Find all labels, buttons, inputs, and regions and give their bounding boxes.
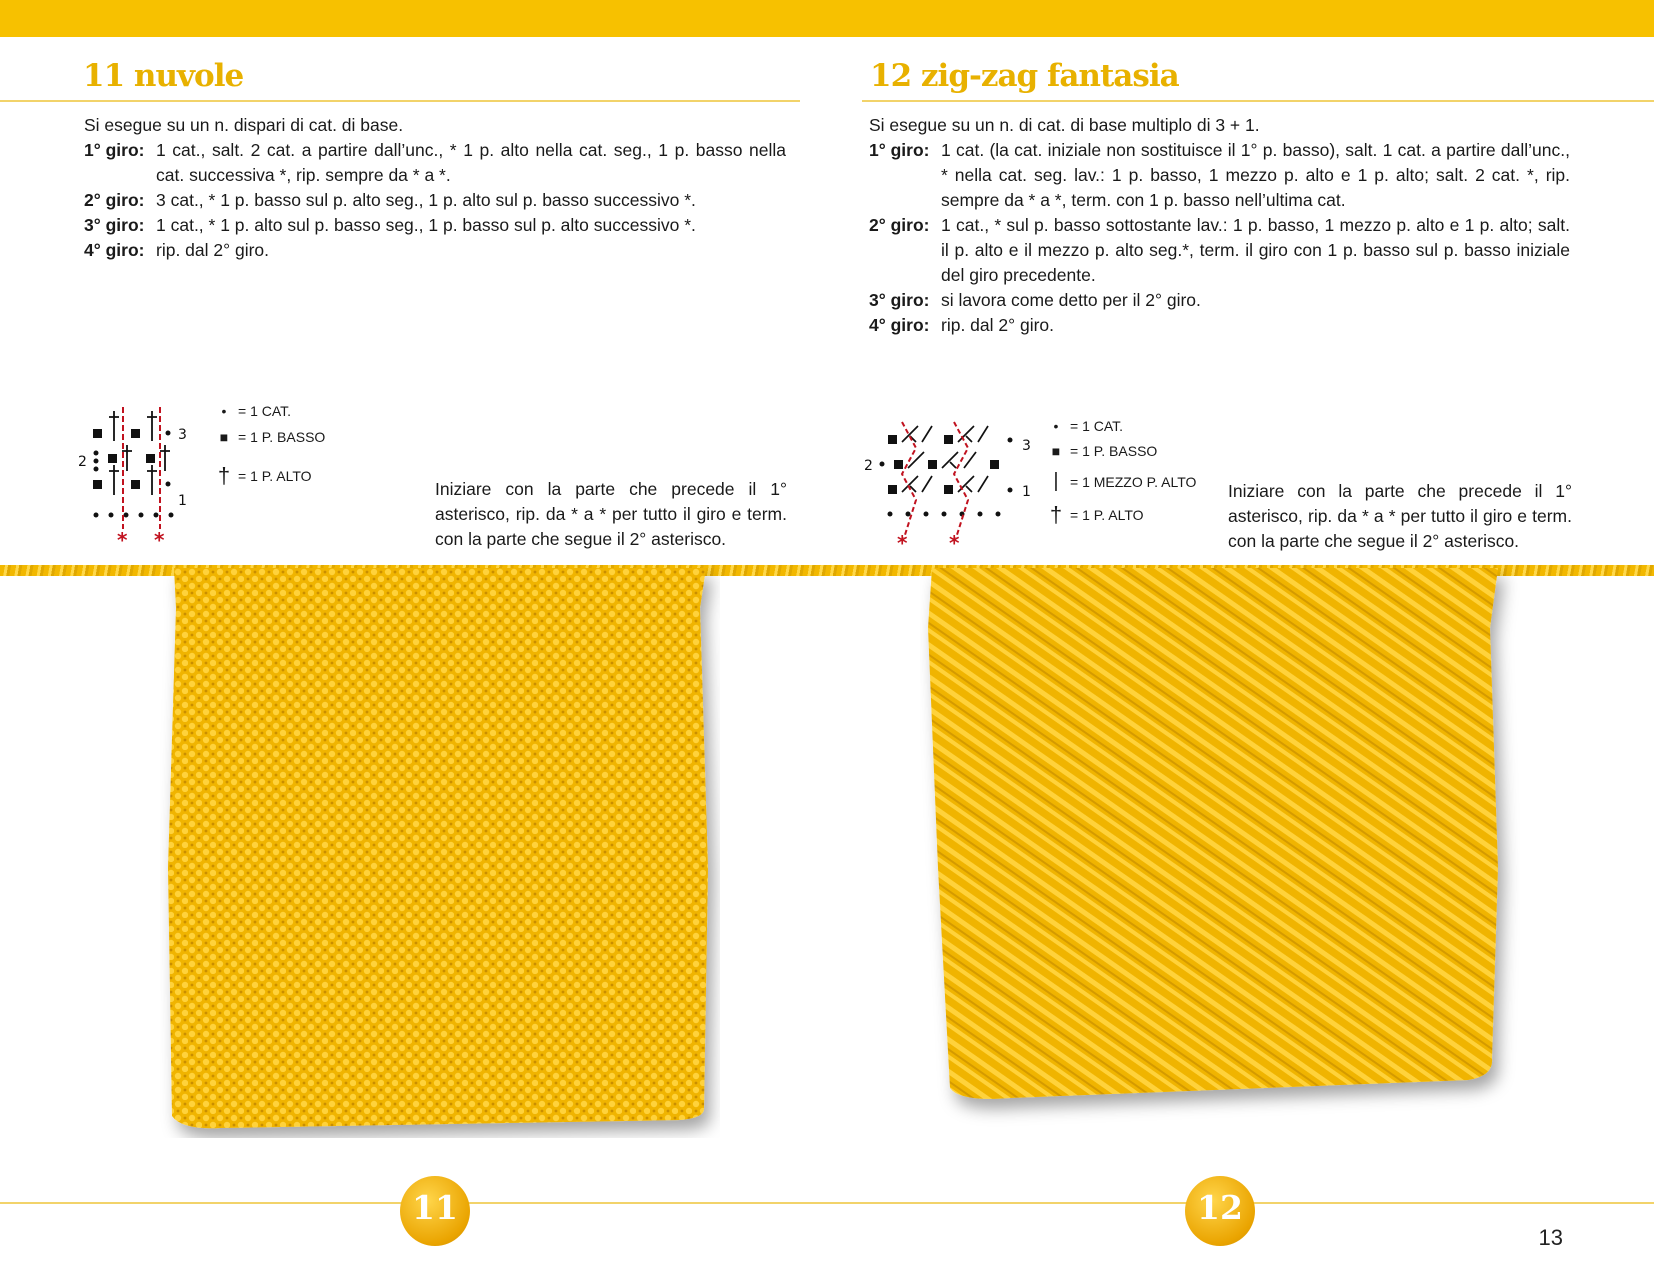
round-instructions	[84, 138, 786, 263]
round-text: 1 cat. (la cat. iniziale non sostituisce il 1° p. basso), salt. 1 cat. a partire dall’unc., * nella cat. seg. lav.: 1 p. basso, 1 mezzo p. alto e 1 p. alto; salt. 2 cat. *, rip. sempre da * a *, term. con 1 p. basso nell’ultima cat.	[941, 140, 1570, 210]
svg-text:*: *	[949, 531, 960, 553]
round-text: 1 cat., * sul p. basso sottostante lav.: 1 p. basso, 1 mezzo p. alto e 1 p. alto; salt. il p. alto e il mezzo p. alto seg.*, term. il giro con 1 p. basso sul p. basso iniziale del giro precedente.	[941, 215, 1570, 285]
cat-symbol	[94, 451, 99, 456]
round-instructions	[869, 138, 1570, 338]
basso-symbol	[131, 429, 140, 438]
legend-item-alto: † = 1 P. ALTO	[1049, 502, 1144, 527]
round-3	[869, 288, 1570, 313]
basso-symbol	[131, 480, 140, 489]
bar-icon: |	[1053, 470, 1059, 492]
legend-item-alto: † = 1 P. ALTO	[217, 463, 312, 488]
legend-item-cat: • = 1 CAT.	[216, 403, 291, 419]
dagger-icon: †	[217, 463, 231, 488]
start-note-12: Iniziare con la parte che precede il 1° asterisco, rip. da * a * per tutto il giro e term. con la parte che segue il 2° asterisco.	[1228, 481, 1572, 551]
alto-symbol	[109, 411, 119, 441]
dot-icon: •	[221, 403, 227, 419]
round-label: 1° giro:	[869, 140, 930, 160]
basso-symbol	[146, 454, 155, 463]
alto-symbol	[160, 445, 170, 471]
cat-symbol	[94, 467, 99, 472]
pattern-intro: Si esegue su un n. di cat. di base multiplo di 3 + 1.	[869, 115, 1260, 135]
svg-text:2: 2	[864, 458, 873, 474]
round-2	[84, 188, 786, 213]
dagger-icon: †	[1049, 502, 1063, 527]
round-1	[869, 138, 1570, 213]
stitch-diagram-12	[860, 418, 1040, 553]
round-label: 2° giro:	[84, 190, 145, 210]
round-label: 4° giro:	[869, 315, 930, 335]
round-label: 3° giro:	[869, 290, 930, 310]
bottom-rule	[0, 1202, 1654, 1204]
yarn-ball-badge-12: 12	[1185, 1176, 1255, 1246]
pattern-intro: Si esegue su un n. dispari di cat. di base.	[84, 115, 404, 135]
svg-text:1: 1	[1022, 484, 1031, 500]
round-text: rip. dal 2° giro.	[156, 240, 270, 260]
svg-text:*: *	[897, 531, 908, 553]
round-3	[84, 213, 786, 238]
cat-symbol	[94, 459, 99, 464]
top-accent-bar	[0, 0, 1654, 37]
stitch-diagram-11	[78, 403, 198, 553]
alto-symbol	[147, 465, 157, 495]
round-text: 1 cat., * 1 p. alto sul p. basso seg., 1 p. basso sul p. alto successivo *.	[156, 215, 696, 235]
round-text: si lavora come detto per il 2° giro.	[941, 290, 1201, 310]
round-4	[869, 313, 1570, 338]
legend-item-basso: ■ = 1 P. BASSO	[216, 429, 325, 445]
round-label: 4° giro:	[84, 240, 145, 260]
legend-item-mezzo-alto: | = 1 MEZZO P. ALTO	[1048, 470, 1196, 493]
cat-symbol	[166, 482, 171, 487]
yarn-ball-badge-11: 11	[400, 1176, 470, 1246]
basso-symbol	[93, 480, 102, 489]
round-1	[84, 138, 786, 188]
square-icon: ■	[1051, 443, 1061, 459]
round-text: 1 cat., salt. 2 cat. a partire dall’unc., * 1 p. alto nella cat. seg., 1 p. basso nella cat. successiva *, rip. sempre da * a *.	[156, 140, 786, 185]
legend-item-cat: • = 1 CAT.	[1048, 418, 1123, 434]
round-text: 3 cat., * 1 p. basso sul p. alto seg., 1 p. alto sul p. basso successivo *.	[156, 190, 696, 210]
title-rule	[0, 100, 800, 102]
start-note-11: Iniziare con la parte che precede il 1° asterisco, rip. da * a * per tutto il giro e term. con la parte che segue il 2° asterisco.	[435, 479, 787, 549]
row-number: 1	[178, 493, 187, 509]
round-2	[869, 213, 1570, 288]
alto-symbol	[109, 465, 119, 495]
swatch-photo-12	[920, 568, 1520, 1138]
pattern-title-11: 11 nuvole	[83, 58, 244, 94]
asterisk-marker: *	[154, 528, 165, 552]
basso-symbol	[108, 454, 117, 463]
asterisk-marker: *	[117, 528, 128, 552]
row-number: 2	[78, 454, 87, 470]
round-text: rip. dal 2° giro.	[941, 315, 1055, 335]
svg-text:3: 3	[1022, 438, 1031, 454]
dot-icon: •	[1053, 418, 1059, 434]
title-rule	[862, 100, 1654, 102]
round-4	[84, 238, 786, 263]
pattern-title-12: 12 zig-zag fantasia	[870, 58, 1179, 94]
round-label: 2° giro:	[869, 215, 930, 235]
basso-symbol	[93, 429, 102, 438]
square-icon: ■	[219, 429, 229, 445]
legend-11	[216, 403, 386, 493]
legend-12	[1048, 418, 1218, 528]
cat-symbol	[166, 431, 171, 436]
row-number: 3	[178, 427, 187, 443]
round-label: 3° giro:	[84, 215, 145, 235]
page-number: 13	[1538, 1225, 1563, 1250]
legend-item-basso: ■ = 1 P. BASSO	[1048, 443, 1157, 459]
round-label: 1° giro:	[84, 140, 145, 160]
swatch-photo-11	[160, 568, 720, 1138]
alto-symbol	[147, 411, 157, 441]
